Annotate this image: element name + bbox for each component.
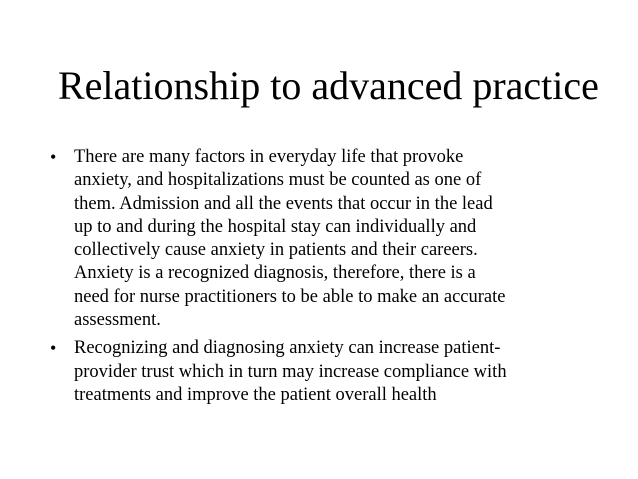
bullet-line: up to and during the hospital stay can individually and <box>74 216 477 237</box>
slide-title: Relationship to advanced practice <box>58 63 599 108</box>
bullet-line: Anxiety is a recognized diagnosis, therefore, there is a <box>74 263 476 284</box>
bullet-line: anxiety, and hospitalizations must be counted as one of <box>74 170 482 191</box>
bullet-line: assessment. <box>74 310 161 331</box>
bullet-line: collectively cause anxiety in patients and their careers. <box>74 240 478 261</box>
bullet-list <box>50 146 590 412</box>
bullet-line: them. Admission and all the events that occur in the lead <box>74 193 493 214</box>
bullet-item-trust <box>50 337 590 407</box>
bullet-line: There are many factors in everyday life that provoke <box>74 147 464 167</box>
bullet-line: treatments and improve the patient overall health <box>74 384 437 405</box>
bullet-marker: • <box>50 147 57 167</box>
bullet-line: need for nurse practitioners to be able to make an accurate <box>74 286 506 307</box>
bullet-item-factors <box>50 146 590 332</box>
bullet-marker: • <box>50 338 57 359</box>
bullet-line: Recognizing and diagnosing anxiety can increase patient- <box>74 338 501 359</box>
bullet-line: provider trust which in turn may increase compliance with <box>74 361 507 382</box>
